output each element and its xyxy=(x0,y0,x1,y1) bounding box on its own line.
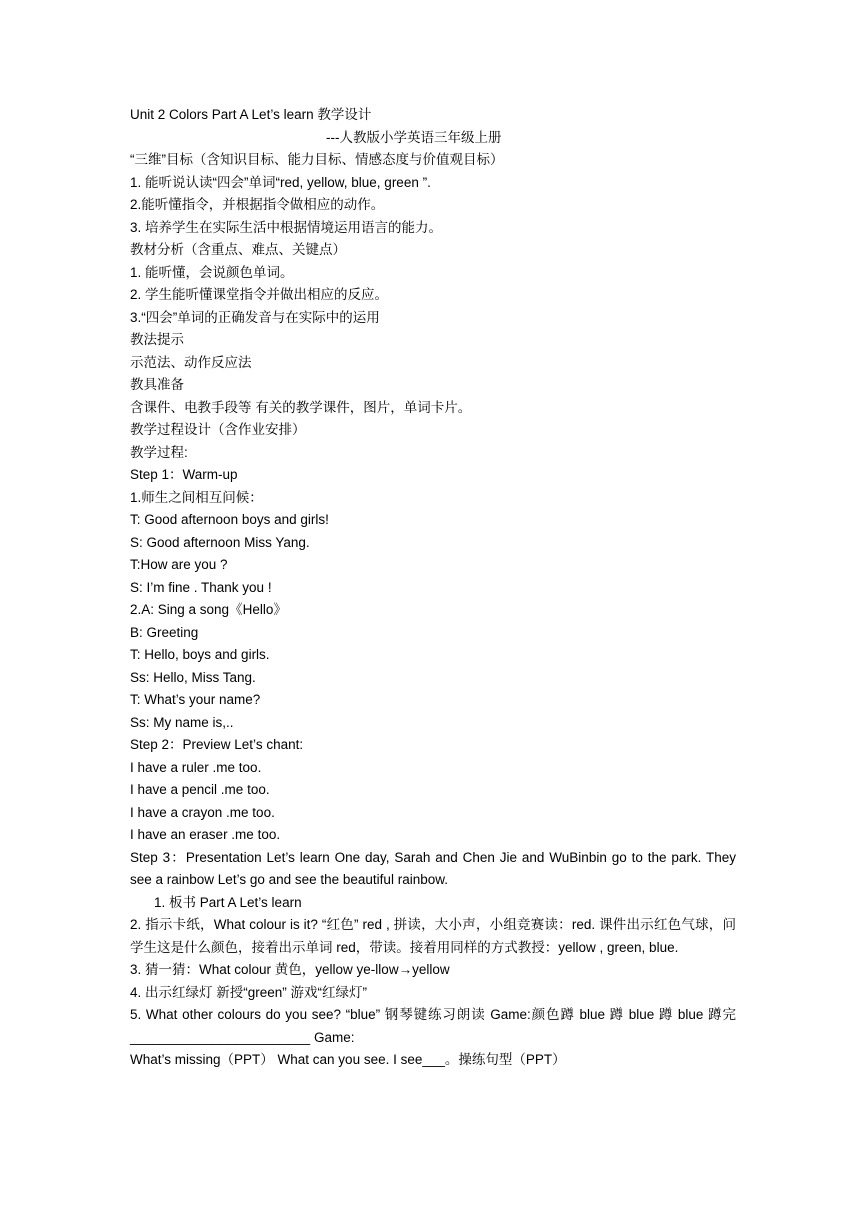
step3-item-1: 1. 板书 Part A Let’s learn xyxy=(154,894,302,910)
method-heading: 教法提示 xyxy=(130,332,184,347)
document-title: Unit 2 Colors Part A Let’s learn 教学设计 xyxy=(130,107,372,122)
analysis-3: 3.“四会”单词的正确发音与在实际中的运用 xyxy=(130,309,380,325)
step1-line-7: B: Greeting xyxy=(130,624,199,640)
step1-heading: Step 1：Warm-up xyxy=(130,467,238,482)
chant-line-4: I have an eraser .me too. xyxy=(130,827,281,842)
objective-1: 1. 能听说认读“四会”单词“red, yellow, blue, green ”. xyxy=(130,174,431,190)
step1-line-3: S: Good afternoon Miss Yang. xyxy=(130,534,310,550)
step3-item-6: What’s missing（PPT） What can you see. I see___。操练句型（PPT） xyxy=(130,1052,566,1067)
step1-line-2: T: Good afternoon boys and girls! xyxy=(130,512,329,527)
step1-line-10: T: What’s your name? xyxy=(130,692,261,707)
objective-2: 2.能听懂指令，并根据指令做相应的动作。 xyxy=(130,197,385,212)
objective-3: 3. 培养学生在实际生活中根据情境运用语言的能力。 xyxy=(130,219,443,235)
process-heading: 教学过程设计（含作业安排） xyxy=(130,422,306,437)
step1-line-5: S: I’m fine . Thank you ! xyxy=(130,579,272,595)
step1-line-11: Ss: My name is,.. xyxy=(130,714,234,730)
analysis-2: 2. 学生能听懂课堂指令并做出相应的反应。 xyxy=(130,287,389,302)
analysis-heading: 教材分析（含重点、难点、关键点） xyxy=(130,242,346,257)
document-subtitle: ---人教版小学英语三年级上册 xyxy=(326,129,502,145)
materials-heading: 教具准备 xyxy=(130,377,184,392)
chant-line-2: I have a pencil .me too. xyxy=(130,782,270,797)
step3-item-5: 5. What other colours do you see? “blue” 钢琴键练习朗读 Game:颜色蹲 blue 蹲 blue 蹲 blue 蹲完________________________ Game: xyxy=(130,1007,736,1045)
objectives-heading: “三维”目标（含知识目标、能力目标、情感态度与价值观目标） xyxy=(130,152,504,167)
method-text: 示范法、动作反应法 xyxy=(130,354,252,370)
materials-text: 含课件、电教手段等 有关的教学课件，图片，单词卡片。 xyxy=(130,399,472,415)
process-label: 教学过程: xyxy=(130,444,188,460)
step2-heading: Step 2：Preview Let’s chant: xyxy=(130,737,304,752)
step1-line-4: T:How are you ? xyxy=(130,557,228,572)
chant-line-3: I have a crayon .me too. xyxy=(130,804,275,820)
step1-line-6: 2.A: Sing a song《Hello》 xyxy=(130,602,287,617)
step3-item-2: 2. 指示卡纸，What colour is it? “红色” red , 拼读，大小声，小组竞赛读：red. 课件出示红色气球，问学生这是什么颜色，接着出示单词 red，带读。接着用同样的方式教授：yellow , green, blue. xyxy=(130,917,736,955)
step1-line-9: Ss: Hello, Miss Tang. xyxy=(130,669,256,685)
step3-item-3: 3. 猜一猜：What colour 黄色，yellow ye-llow→yellow xyxy=(130,962,450,977)
step1-line-8: T: Hello, boys and girls. xyxy=(130,647,270,662)
step3-item-4: 4. 出示红绿灯 新授“green” 游戏“红绿灯” xyxy=(130,984,368,1000)
chant-line-1: I have a ruler .me too. xyxy=(130,759,262,775)
step1-line-1: 1.师生之间相互问候： xyxy=(130,489,263,505)
step3-paragraph: Step 3：Presentation Let’s learn One day, Sarah and Chen Jie and WuBinbin go to the park. They see a rainbow Let’s go and see the beautiful rainbow. xyxy=(130,849,736,887)
analysis-1: 1. 能听懂，会说颜色单词。 xyxy=(130,264,294,280)
document-page xyxy=(130,104,736,1072)
